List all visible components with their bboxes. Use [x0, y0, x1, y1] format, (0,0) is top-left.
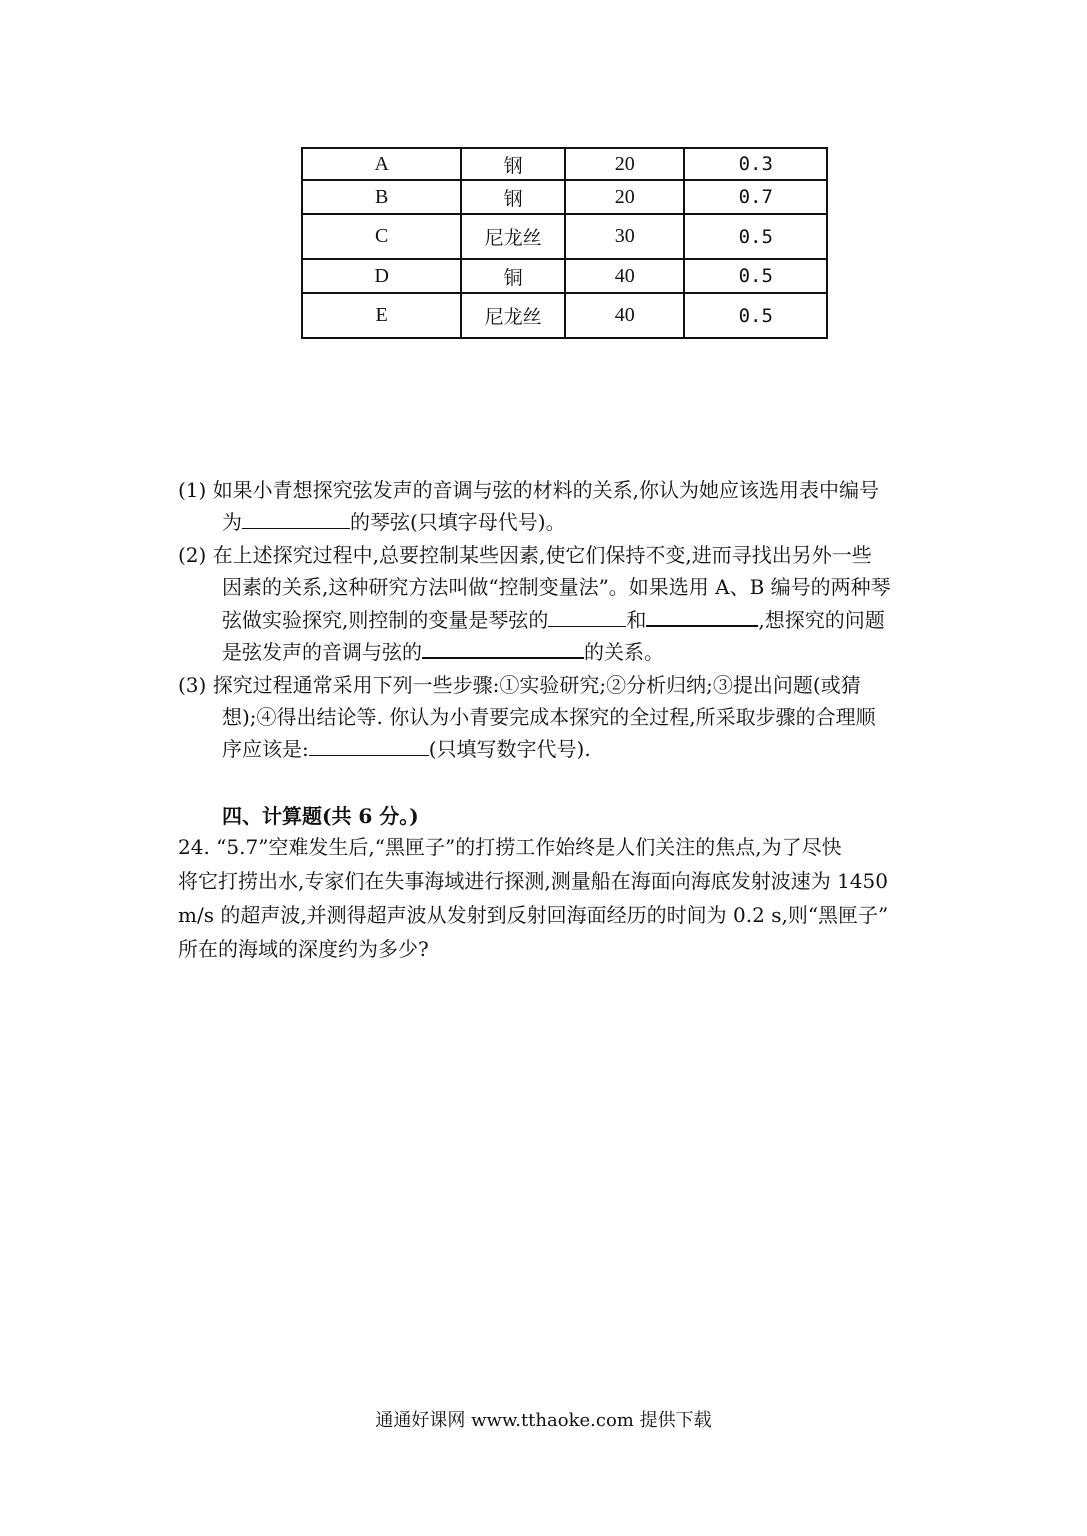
cell-id: B [302, 180, 461, 214]
question-2-text: 弦做实验探究,则控制的变量是琴弦的 [222, 608, 549, 632]
footer-text: 通通好课网 www.tthaoke.com 提供下载 [375, 1410, 712, 1431]
cell-id: C [302, 214, 461, 259]
cell-thickness: 0.5 [684, 293, 827, 338]
table-row [302, 259, 827, 293]
string-table [301, 147, 828, 339]
question-2-line [178, 603, 958, 635]
cell-material: 钢 [461, 148, 565, 180]
answer-blank[interactable] [242, 506, 350, 529]
cell-length: 20 [565, 180, 685, 214]
cell-thickness: 0.5 [684, 259, 827, 293]
cell-length: 20 [565, 148, 685, 180]
question-1-line [178, 506, 958, 538]
cell-id: A [302, 148, 461, 180]
cell-material: 尼龙丝 [461, 214, 565, 259]
question-3-line [178, 733, 958, 765]
table-row [302, 148, 827, 180]
cell-thickness: 0.5 [684, 214, 827, 259]
cell-thickness: 0.3 [684, 148, 827, 180]
answer-blank[interactable] [309, 733, 429, 756]
question-2-text: 的关系。 [584, 640, 664, 664]
question-24-line: 将它打捞出水,专家们在失事海域进行探测,测量船在海面向海底发射波速为 1450 [178, 869, 888, 893]
question-2-line: 因素的关系,这种研究方法叫做“控制变量法”。如果选用 A、B 编号的两种琴 [222, 575, 891, 599]
question-1 [178, 474, 958, 538]
question-24-line: 所在的海域的深度约为多少? [178, 937, 429, 961]
question-1-line: (1) 如果小青想探究弦发声的音调与弦的材料的关系,你认为她应该选用表中编号 [178, 478, 880, 502]
question-2-text: 和 [626, 608, 647, 632]
cell-length: 40 [565, 259, 685, 293]
question-24-line: m/s 的超声波,并测得超声波从发射到反射回海面经历的时间为 0.2 s,则“黑匣子” [178, 903, 889, 927]
question-24-line: 24. “5.7”空难发生后,“黑匣子”的打捞工作始终是人们关注的焦点,为了尽快 [178, 835, 842, 859]
question-2-line [178, 635, 958, 667]
question-3-text: (只填写数字代号). [428, 737, 591, 761]
cell-length: 30 [565, 214, 685, 259]
cell-material: 钢 [461, 180, 565, 214]
answer-blank[interactable] [646, 603, 758, 627]
question-24 [178, 830, 968, 966]
table-row [302, 180, 827, 214]
question-3-line: 想);④得出结论等. 你认为小青要完成本探究的全过程,所采取步骤的合理顺 [222, 705, 876, 729]
answer-blank[interactable] [548, 604, 626, 627]
question-3-line: (3) 探究过程通常采用下列一些步骤:①实验研究;②分析归纳;③提出问题(或猜 [178, 673, 861, 697]
cell-id: D [302, 259, 461, 293]
cell-thickness: 0.7 [684, 180, 827, 214]
question-1-text: 为 [222, 510, 242, 534]
question-2-text: ,想探究的问题 [758, 608, 885, 632]
cell-length: 40 [565, 293, 685, 338]
question-2 [178, 539, 958, 667]
section-heading: 四、计算题(共 6 分。) [222, 804, 419, 828]
question-2-text: 是弦发声的音调与弦的 [222, 640, 422, 664]
question-3-text: 序应该是: [222, 737, 309, 761]
table-row [302, 293, 827, 338]
question-1-text: 的琴弦(只填字母代号)。 [350, 510, 566, 534]
cell-material: 尼龙丝 [461, 293, 565, 338]
cell-material: 铜 [461, 259, 565, 293]
question-2-line: (2) 在上述探究过程中,总要控制某些因素,使它们保持不变,进而寻找出另外一些 [178, 543, 872, 567]
cell-id: E [302, 293, 461, 338]
answer-blank[interactable] [422, 635, 584, 659]
table-row [302, 214, 827, 259]
question-3 [178, 669, 958, 765]
